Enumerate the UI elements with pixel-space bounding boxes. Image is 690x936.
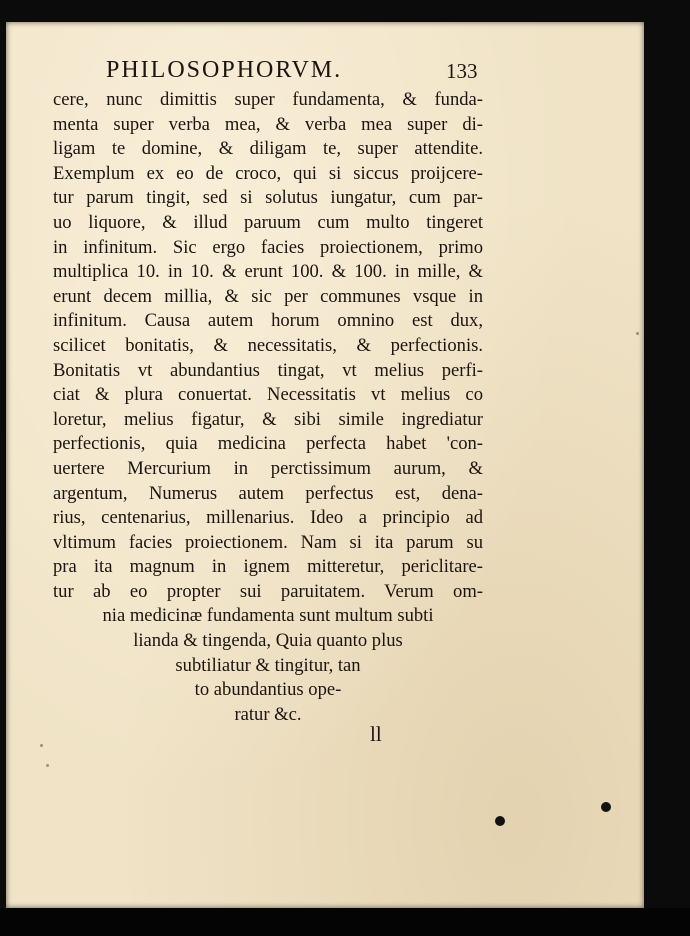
text-line: tur ab eo propter sui paruitatem. Verum om-: [53, 580, 483, 602]
paper-speck: [46, 764, 49, 767]
text-line: Exemplum ex eo de croco, qui si siccus proijcere-: [53, 162, 483, 184]
tail-line: subtiliatur & tingitur, tan: [175, 654, 361, 676]
text-line: rius, centenarius, millenarius. Ideo a principio ad: [53, 507, 483, 529]
paper-speck: [40, 744, 43, 747]
signature-mark: ll: [370, 722, 382, 746]
page-header: [106, 57, 486, 87]
scan-background: [0, 908, 690, 936]
text-line: menta super verba mea, & verba mea super di-: [53, 113, 483, 135]
text-line: uertere Mercurium in perctissimum aurum, &: [53, 457, 483, 479]
text-line: argentum, Numerus autem perfectus est, dena-: [53, 482, 483, 504]
text-line: ligam te domine, & diligam te, super attendite.: [53, 138, 483, 160]
text-line: perfectionis, quia medicina perfecta habet 'con-: [53, 433, 483, 455]
running-head: PHILOSOPHORVM.: [106, 57, 343, 83]
ink-dot: [601, 802, 611, 812]
tail-line: lianda & tingenda, Quia quanto plus: [133, 630, 403, 652]
text-line: infinitum. Causa autem horum omnino est dux,: [53, 310, 483, 332]
text-line: Bonitatis vt abundantius tingat, vt melius perfi-: [53, 359, 483, 381]
text-line: ciat & plura conuertat. Necessitatis vt melius co: [53, 384, 483, 406]
text-line: loretur, melius figatur, & sibi simile ingrediatur: [53, 408, 483, 430]
text-line: multiplica 10. in 10. & erunt 100. & 100. in mille, &: [53, 261, 483, 283]
text-line: scilicet bonitatis, & necessitatis, & perfectionis.: [53, 334, 483, 356]
tail-line: nia medicinæ fundamenta sunt multum subti: [102, 605, 434, 627]
text-line: pra ita magnum in ignem mitteretur, periclitare-: [53, 556, 483, 578]
page-number: 133: [446, 59, 478, 83]
text-line: tur parum tingit, sed si solutus iungatur, cum par-: [53, 187, 483, 209]
text-line: cere, nunc dimittis super fundamenta, & funda-: [53, 89, 483, 110]
text-line: erunt decem millia, & sic per communes vsque in: [53, 285, 483, 307]
tail-line: to abundantius ope-: [194, 679, 342, 701]
paper-speck: [636, 332, 639, 335]
body-text: [53, 88, 483, 727]
text-line: uo liquore, & illud paruum cum multo tingeret: [53, 211, 483, 233]
text-line: in infinitum. Sic ergo facies proiectionem, primo: [53, 236, 483, 258]
book-page: [6, 22, 644, 908]
tail-line: ratur &c.: [234, 703, 302, 725]
text-line: vltimum facies proiectionem. Nam si ita parum su: [53, 531, 483, 553]
ink-dot: [495, 816, 505, 826]
